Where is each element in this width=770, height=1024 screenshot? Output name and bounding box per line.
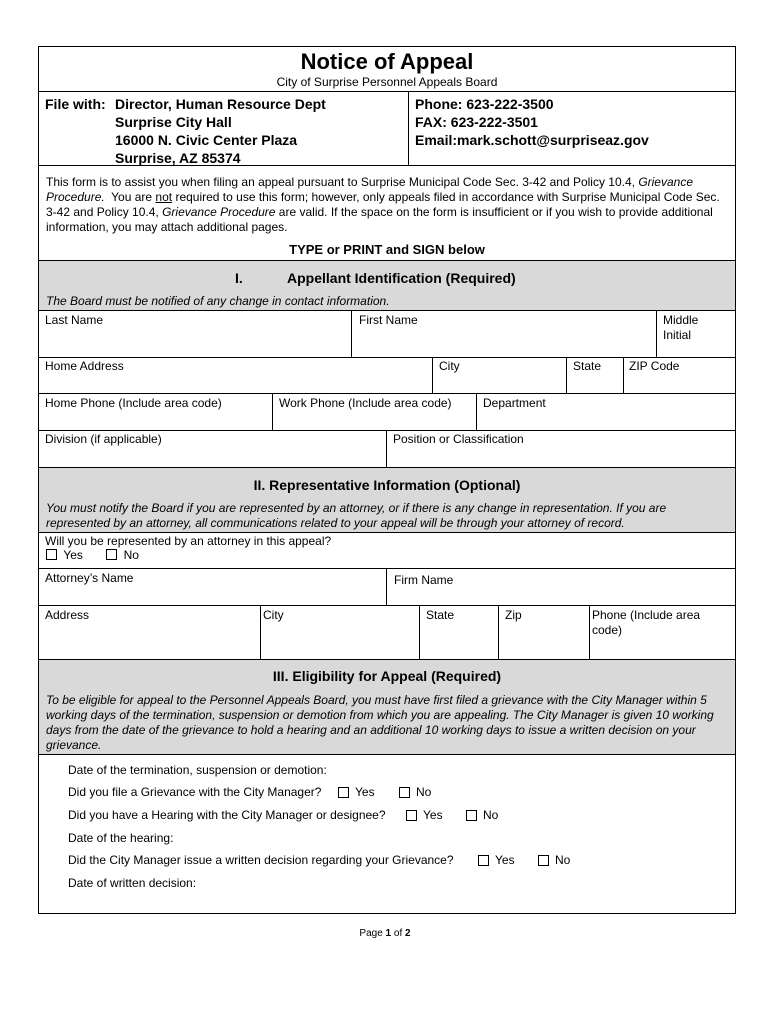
file-with-line4: Surprise, AZ 85374 <box>115 150 241 166</box>
last-name-field[interactable]: Last Name <box>45 313 104 327</box>
attorney-yes-checkbox[interactable] <box>46 549 57 560</box>
contact-phone: Phone: 623-222-3500 <box>415 96 554 112</box>
attorney-question: Will you be represented by an attorney in this appeal? <box>45 534 332 548</box>
file-with-line1: Director, Human Resource Dept <box>115 96 326 112</box>
decision-no-checkbox[interactable] <box>538 855 549 866</box>
zip-code-field[interactable]: ZIP Code <box>629 359 680 373</box>
written-decision-question: Did the City Manager issue a written decision regarding your Grievance? <box>68 853 454 867</box>
contact-email: Email:mark.schott@surpriseaz.gov <box>415 132 649 148</box>
grievance-question: Did you file a Grievance with the City Manager? <box>68 785 322 799</box>
state-field[interactable]: State <box>573 359 602 373</box>
grievance-no-checkbox[interactable] <box>399 787 410 798</box>
attorney-yes-label: Yes <box>63 548 83 562</box>
firm-name-field[interactable]: Firm Name <box>394 573 454 587</box>
decision-yes-label: Yes <box>495 853 515 867</box>
hearing-date-question: Date of the hearing: <box>68 831 174 845</box>
section2-title: II. Representative Information (Optional) <box>253 477 521 493</box>
form-title: Notice of Appeal <box>300 49 474 74</box>
decision-no-label: No <box>555 853 571 867</box>
attorney-options <box>46 548 139 563</box>
grievance-yes-label: Yes <box>355 785 375 799</box>
division-field[interactable]: Division (if applicable) <box>45 432 162 446</box>
work-phone-field[interactable]: Work Phone (Include area code) <box>279 396 452 410</box>
file-with-label: File with: <box>45 96 106 112</box>
attorney-state-field[interactable]: State <box>426 608 455 622</box>
middle-initial-field[interactable]: Middle Initial <box>663 313 699 342</box>
appeal-form <box>38 46 736 914</box>
section3-note: To be eligible for appeal to the Personnel Appeals Board, you must have first filed a grievance with the City Manager within 5 working days of the termination, suspension or demotion from which you are appealing. The City Manager is given 10 working days from the date of the grievance to hold a hearing and an additional 10 working days to issue a written decision on your grievance. <box>46 693 714 752</box>
hearing-question: Did you have a Hearing with the City Manager or designee? <box>68 808 386 822</box>
attorney-phone-field[interactable]: Phone (Include area code) <box>592 608 701 637</box>
file-with-line3: 16000 N. Civic Center Plaza <box>115 132 298 148</box>
page-number: Page 1 of 2 <box>359 928 411 939</box>
home-address-field[interactable]: Home Address <box>45 359 124 373</box>
position-field[interactable]: Position or Classification <box>393 432 524 446</box>
decision-date-question: Date of written decision: <box>68 876 197 890</box>
section1-note: The Board must be notified of any change in contact information. <box>46 294 390 308</box>
attorney-no-checkbox[interactable] <box>106 549 117 560</box>
form-subtitle: City of Surprise Personnel Appeals Board <box>276 75 498 89</box>
attorney-name-field[interactable]: Attorney’s Name <box>45 571 134 585</box>
intro-paragraph: This form is to assist you when filing an appeal pursuant to Surprise Municipal Code Sec. 3-42 and Policy 10.4, Grievance Procedure. You are not required to use this form; however, only appeals filed in accordance with Surprise Municipal Code Sec. 3-42 and Policy 10.4, Grievance Procedure are valid. If the space on the form is insufficient or if you wish to provide additional information, you may attach additional pages. <box>46 175 720 234</box>
first-name-field[interactable]: First Name <box>359 313 418 327</box>
decision-yes-checkbox[interactable] <box>478 855 489 866</box>
contact-fax: FAX: 623-222-3501 <box>415 114 538 130</box>
section3-title: III. Eligibility for Appeal (Required) <box>272 668 502 684</box>
termination-date-question: Date of the termination, suspension or demotion: <box>68 763 327 777</box>
grievance-yes-checkbox[interactable] <box>338 787 349 798</box>
attorney-no-label: No <box>123 548 139 562</box>
section2-note: You must notify the Board if you are represented by an attorney, or if there is any change in representation. If you are represented by an attorney, all communications related to your appeal will be through your attorney of record. <box>46 501 667 530</box>
city-field[interactable]: City <box>439 359 460 373</box>
section1-title: Appellant Identification (Required) <box>287 270 516 286</box>
grievance-no-label: No <box>416 785 432 799</box>
home-phone-field[interactable]: Home Phone (Include area code) <box>45 396 222 410</box>
hearing-yes-checkbox[interactable] <box>406 810 417 821</box>
section1-number: I. <box>235 270 243 286</box>
instruction-text: TYPE or PRINT and SIGN below <box>289 242 485 257</box>
file-with-line2: Surprise City Hall <box>115 114 232 130</box>
hearing-no-label: No <box>483 808 499 822</box>
department-field[interactable]: Department <box>483 396 546 410</box>
attorney-city-field[interactable]: City <box>263 608 284 622</box>
attorney-address-field[interactable]: Address <box>45 608 90 622</box>
hearing-yes-label: Yes <box>423 808 443 822</box>
hearing-no-checkbox[interactable] <box>466 810 477 821</box>
attorney-zip-field[interactable]: Zip <box>505 608 522 622</box>
